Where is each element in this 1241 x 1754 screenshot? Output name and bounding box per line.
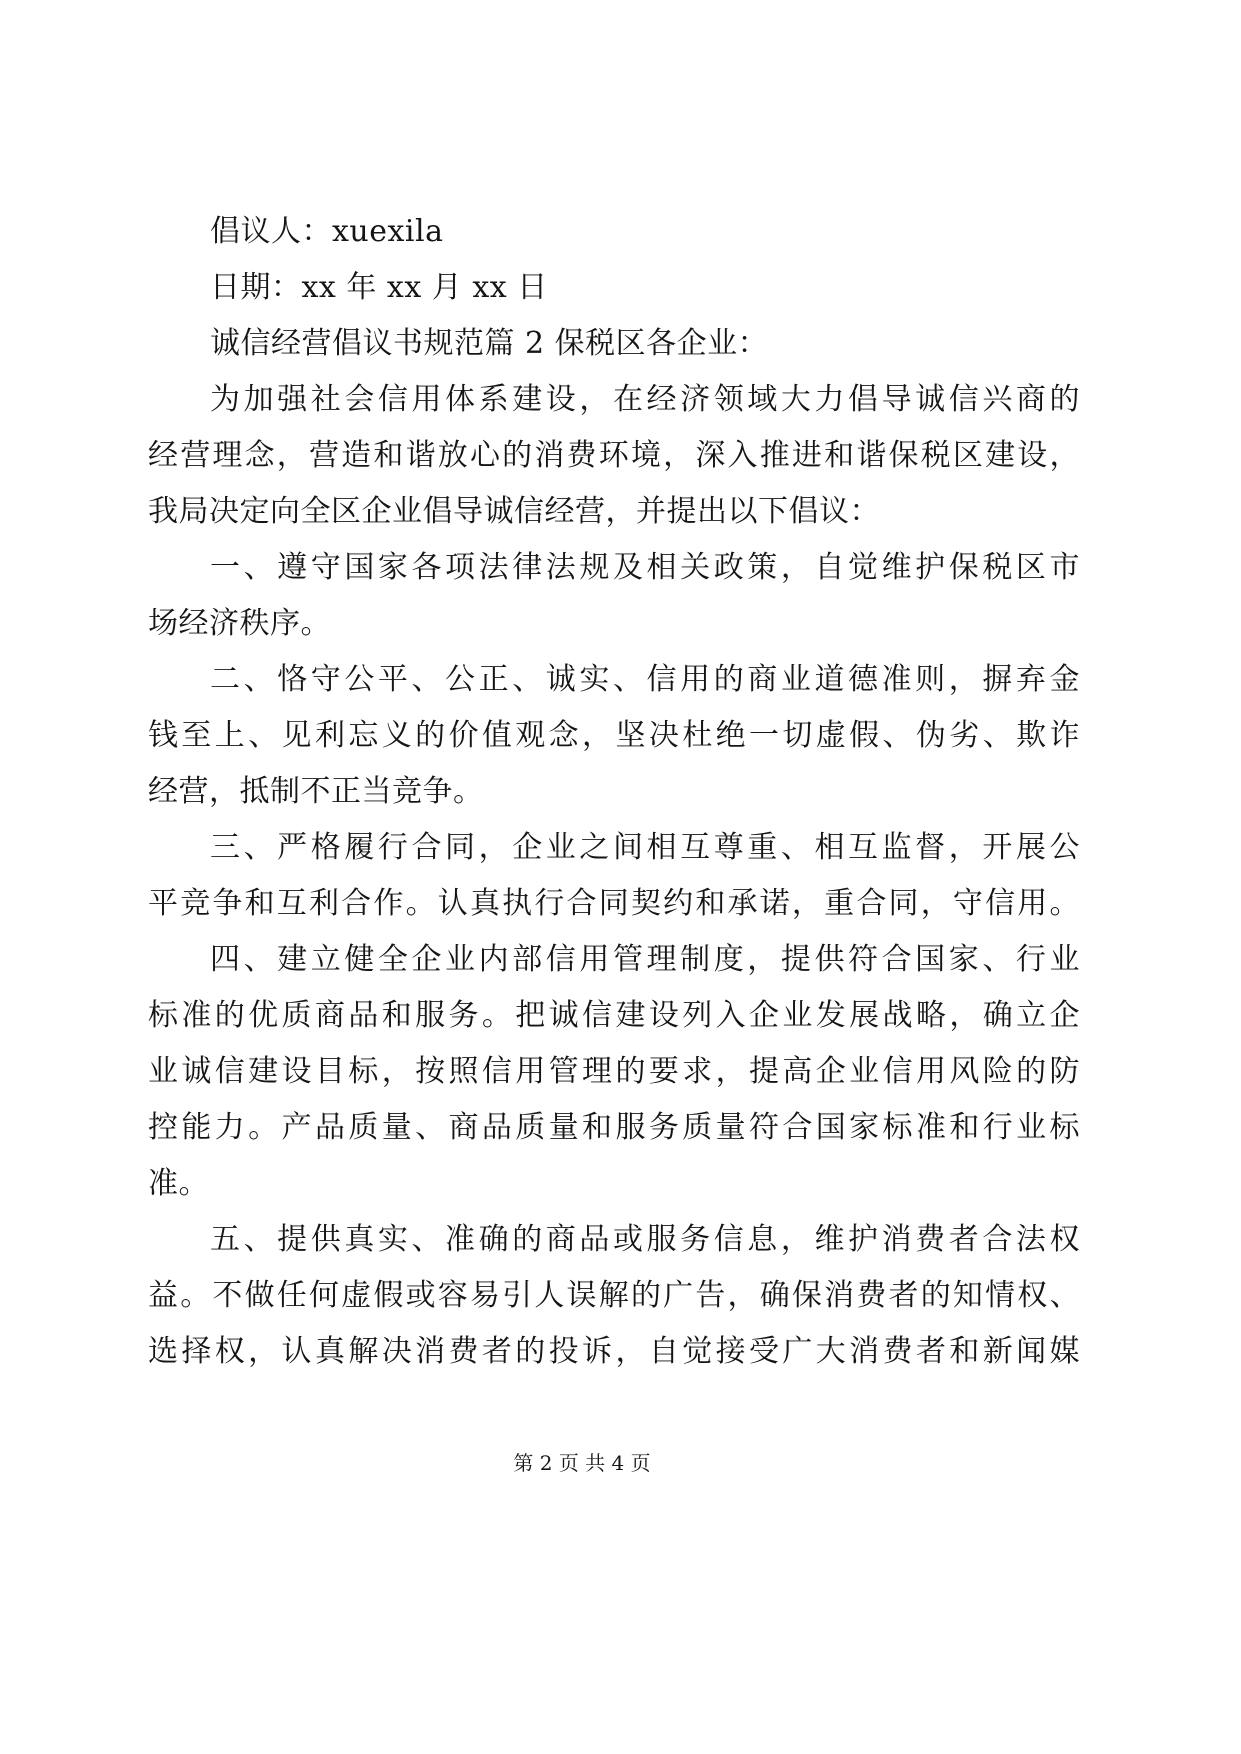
paragraph-item-3 <box>148 820 1080 932</box>
paragraph-intro <box>148 372 1080 540</box>
text-line: 一、遵守国家各项法律法规及相关政策，自觉维护保税区市 <box>210 550 1080 585</box>
date-line: 日期：xx 年 xx 月 xx 日 <box>210 270 548 305</box>
text-line: 场经济秩序。 <box>148 606 331 641</box>
initiator-line: 倡议人：xuexila <box>210 214 444 249</box>
page-number-footer: 第 2 页 共 4 页 <box>513 1451 651 1475</box>
paragraph-item-5 <box>148 1212 1080 1380</box>
text-line: 经营，抵制不正当竞争。 <box>148 774 484 809</box>
section-heading: 诚信经营倡议书规范篇 2 保税区各企业： <box>210 326 769 361</box>
text-line: 控能力。产品质量、商品质量和服务质量符合国家标准和行业标 <box>148 1110 1080 1145</box>
document-body <box>148 204 1080 1380</box>
paragraph-item-4 <box>148 932 1080 1212</box>
text-line: 经营理念，营造和谐放心的消费环境，深入推进和谐保税区建设， <box>148 438 1080 473</box>
paragraph-item-2 <box>148 652 1080 820</box>
text-line: 标准的优质商品和服务。把诚信建设列入企业发展战略，确立企 <box>148 998 1080 1033</box>
text-line: 二、恪守公平、公正、诚实、信用的商业道德准则，摒弃金 <box>210 662 1080 697</box>
text-line: 为加强社会信用体系建设，在经济领域大力倡导诚信兴商的 <box>210 382 1080 417</box>
text-line: 平竞争和互利合作。认真执行合同契约和承诺，重合同，守信用。 <box>148 886 1080 921</box>
text-line: 钱至上、见利忘义的价值观念，坚决杜绝一切虚假、伪劣、欺诈 <box>148 718 1080 753</box>
paragraph-item-1 <box>148 540 1080 652</box>
text-line: 五、提供真实、准确的商品或服务信息，维护消费者合法权 <box>210 1222 1080 1257</box>
text-line: 准。 <box>148 1166 209 1201</box>
text-line: 业诚信建设目标，按照信用管理的要求，提高企业信用风险的防 <box>148 1054 1080 1089</box>
text-line: 选择权，认真解决消费者的投诉，自觉接受广大消费者和新闻媒 <box>148 1334 1080 1369</box>
text-line: 我局决定向全区企业倡导诚信经营，并提出以下倡议： <box>148 494 880 529</box>
text-line: 三、严格履行合同，企业之间相互尊重、相互监督，开展公 <box>210 830 1080 865</box>
text-line: 四、建立健全企业内部信用管理制度，提供符合国家、行业 <box>210 942 1080 977</box>
text-line: 益。不做任何虚假或容易引人误解的广告，确保消费者的知情权、 <box>148 1278 1080 1313</box>
